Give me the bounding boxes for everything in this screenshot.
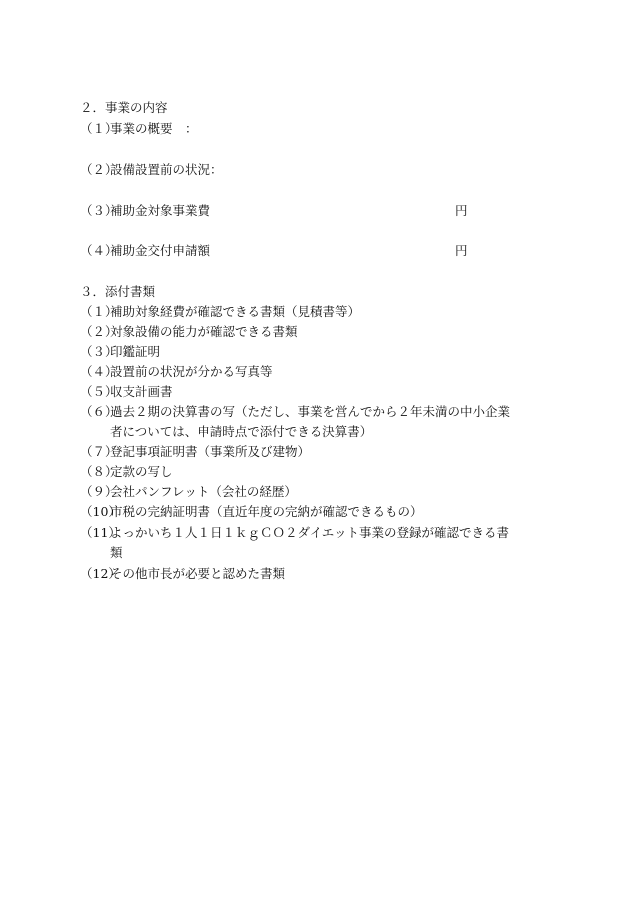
section3-item-3 [80, 344, 160, 360]
section3-item-6 [80, 404, 510, 420]
section2-item-4 [80, 243, 500, 259]
item-number: （７） [80, 444, 118, 459]
item-text: 印鑑証明 [110, 344, 161, 359]
section2-heading: ２．事業の内容 [80, 100, 168, 115]
section2-item-2 [80, 162, 223, 178]
item-number: （11） [80, 525, 121, 540]
section3-item-10 [80, 504, 423, 520]
section3-item-11 [80, 525, 509, 541]
section3-item-6-continuation: 者については、申請時点で添付できる決算書） [110, 424, 373, 439]
item-number: （４） [80, 243, 118, 258]
section3-item-1 [80, 304, 360, 320]
item-text: 補助金交付申請額 [110, 243, 211, 258]
yen-unit: 円 [455, 203, 468, 218]
item-number: （10） [80, 504, 121, 519]
item-text: よっかいち１人１日１ｋｇＣＯ２ダイエット事業の登録が確認できる書 [110, 525, 510, 540]
item-text: 定款の写し [110, 464, 173, 479]
item-number: （１） [80, 304, 118, 319]
item-text: 登記事項証明書（事業所及び建物） [110, 444, 311, 459]
section3-item-12 [80, 566, 285, 582]
section3-item-4 [80, 364, 273, 380]
item-number: （１） [80, 121, 118, 136]
item-number: （12） [80, 566, 121, 581]
section3-item-9 [80, 484, 297, 500]
item-text: その他市長が必要と認めた書類 [110, 566, 286, 581]
section3-item-7 [80, 444, 310, 460]
item-text: 収支計画書 [110, 384, 173, 399]
item-number: （２） [80, 162, 118, 177]
section3-item-5 [80, 384, 173, 400]
item-number: （４） [80, 364, 118, 379]
item-text: 過去２期の決算書の写（ただし、事業を営んでから２年未満の中小企業 [110, 404, 511, 419]
item-text: 補助対象経費が確認できる書類（見積書等） [110, 304, 361, 319]
item-text: 会社パンフレット（会社の経歴） [110, 484, 297, 499]
section2-item-1 [80, 121, 198, 137]
yen-unit: 円 [455, 243, 468, 258]
item-number: （８） [80, 464, 118, 479]
item-text: 補助金対象事業費 [110, 203, 211, 218]
item-number: （５） [80, 384, 118, 399]
section3-heading: ３．添付書類 [80, 284, 156, 299]
item-number: （２） [80, 324, 118, 339]
section3-item-8 [80, 464, 173, 480]
item-number: （６） [80, 404, 118, 419]
item-text: 事業の概要 ： [110, 121, 198, 136]
item-text: 設置前の状況が分かる写真等 [110, 364, 273, 379]
item-text: 設備設置前の状況： [110, 162, 223, 177]
item-text: 対象設備の能力が確認できる書類 [110, 324, 298, 339]
item-number: （３） [80, 203, 118, 218]
item-number: （３） [80, 344, 118, 359]
section3-item-2 [80, 324, 298, 340]
item-number: （９） [80, 484, 118, 499]
section2-item-3 [80, 203, 500, 219]
item-text: 市税の完納証明書（直近年度の完納が確認できるもの） [110, 504, 423, 519]
section3-item-11-continuation: 類 [110, 545, 123, 560]
